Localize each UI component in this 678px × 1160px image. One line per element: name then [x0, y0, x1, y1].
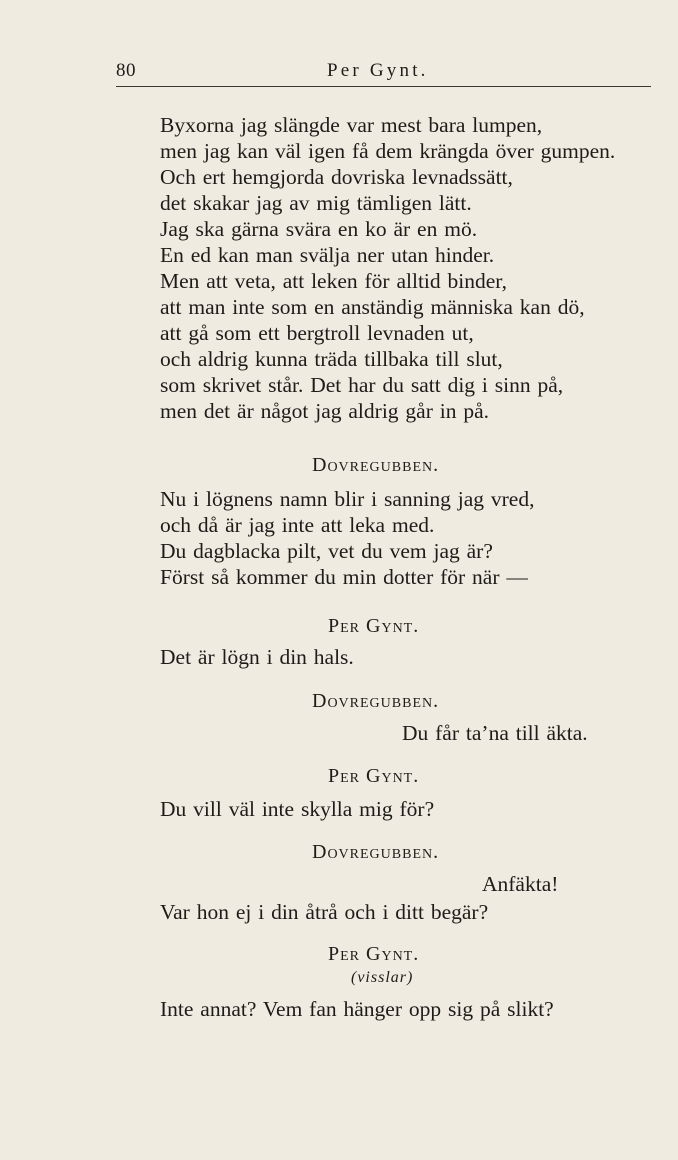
verse-line: En ed kan man svälja ner utan hinder. [160, 243, 495, 267]
speaker-name: Dovregubben. [312, 690, 440, 712]
verse-line: Du dagblacka pilt, vet du vem jag är? [160, 539, 493, 563]
page-number: 80 [116, 60, 136, 81]
verse-line: Men att veta, att leken för alltid binder, [160, 269, 507, 293]
verse-line: Det är lögn i din hals. [160, 645, 354, 669]
speaker-name: Per Gynt. [328, 943, 420, 965]
verse-line: som skrivet står. Det har du satt dig i sinn på, [160, 373, 564, 397]
verse-line: Nu i lögnens namn blir i sanning jag vred, [160, 487, 535, 511]
verse-line: Du får ta’na till äkta. [402, 721, 588, 745]
speaker-name: Per Gynt. [328, 615, 420, 637]
verse-line: att man inte som en anständig människa kan dö, [160, 295, 585, 319]
verse-line: det skakar jag av mig tämligen lätt. [160, 191, 472, 215]
verse-line: Du vill väl inte skylla mig för? [160, 797, 435, 821]
verse-line: Först så kommer du min dotter för när — [160, 565, 528, 589]
header-rule [116, 86, 651, 87]
verse-line: Anfäkta! [482, 872, 559, 896]
verse-line: Byxorna jag slängde var mest bara lumpen, [160, 113, 543, 137]
speaker-name: Per Gynt. [328, 765, 420, 787]
verse-line: och aldrig kunna träda tillbaka till slut, [160, 347, 503, 371]
verse-line: men det är något jag aldrig går in på. [160, 399, 490, 423]
running-title: Per Gynt. [327, 60, 429, 81]
verse-line: att gå som ett bergtroll levnaden ut, [160, 321, 474, 345]
verse-line: Inte annat? Vem fan hänger opp sig på slikt? [160, 997, 554, 1021]
page-header [0, 60, 678, 86]
verse-line: Och ert hemgjorda dovriska levnadssätt, [160, 165, 513, 189]
stage-direction: (visslar) [351, 969, 414, 986]
verse-line: men jag kan väl igen få dem krängda över gumpen. [160, 139, 616, 163]
speaker-name: Dovregubben. [312, 454, 440, 476]
verse-line: Jag ska gärna svära en ko är en mö. [160, 217, 478, 241]
speaker-name: Dovregubben. [312, 841, 440, 863]
verse-line: och då är jag inte att leka med. [160, 513, 435, 537]
verse-line: Var hon ej i din åtrå och i ditt begär? [160, 900, 489, 924]
